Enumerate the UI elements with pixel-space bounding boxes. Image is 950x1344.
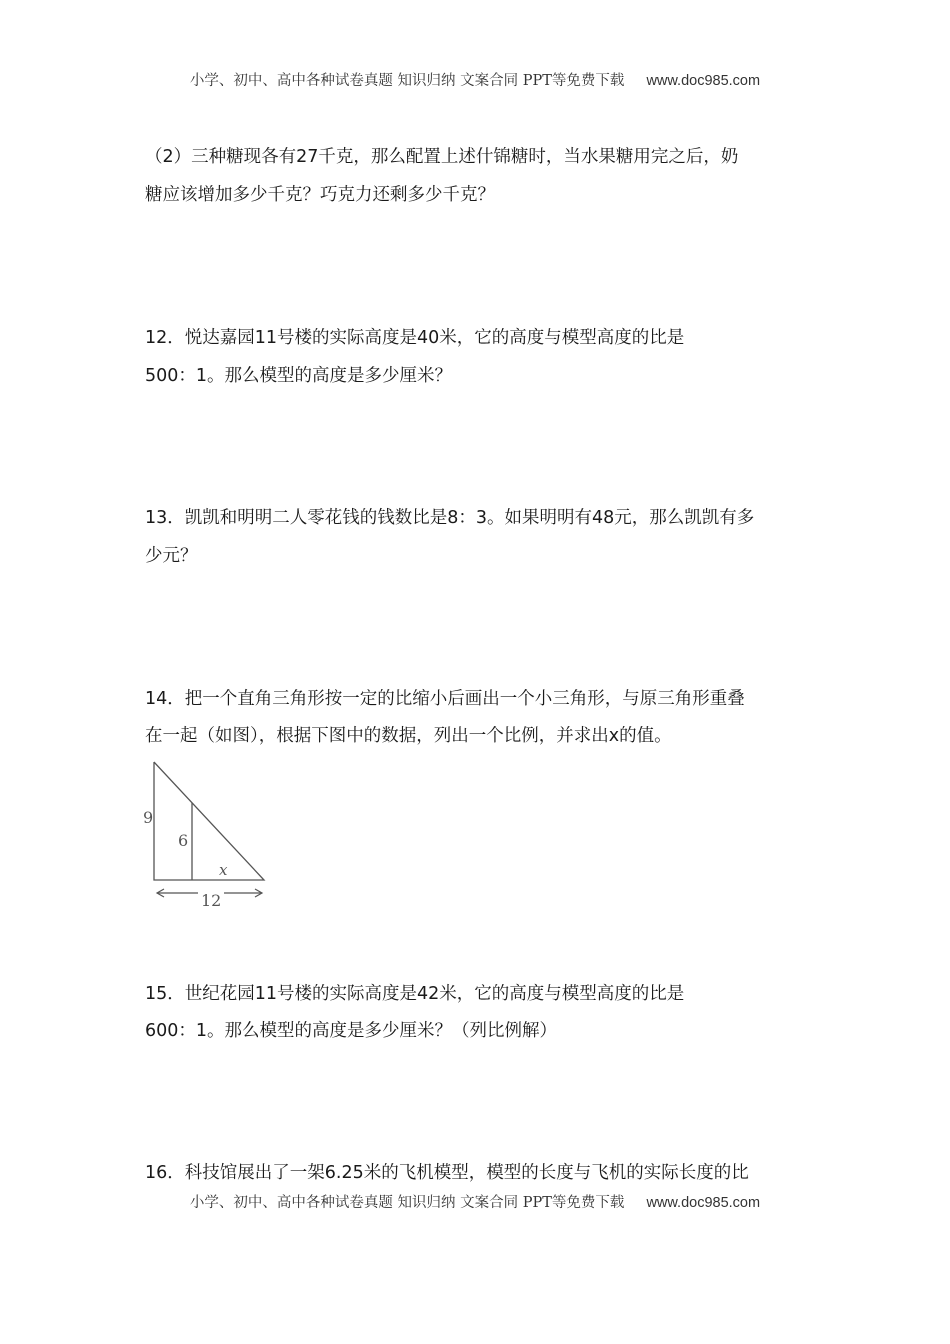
question-14-line2: 在一起（如图），根据下图中的数据，列出一个比例，并求出x的值。 bbox=[145, 726, 672, 746]
question-12-line2: 500：1。那么模型的高度是多少厘米？ bbox=[145, 366, 453, 386]
page-footer bbox=[0, 1191, 950, 1212]
big-triangle bbox=[154, 762, 264, 880]
footer-text: 小学、初中、高中各种试卷真题 知识归纳 文案合同 PPT等免费下载 bbox=[189, 1195, 625, 1211]
label-small-height: 6 bbox=[178, 831, 189, 850]
question-12-line1: 12．悦达嘉园11号楼的实际高度是40米，它的高度与模型高度的比是 bbox=[145, 328, 685, 348]
question-14-line1: 14．把一个直角三角形按一定的比缩小后画出一个小三角形，与原三角形重叠 bbox=[145, 689, 745, 709]
label-base: 12 bbox=[201, 891, 222, 910]
header-text: 小学、初中、高中各种试卷真题 知识归纳 文案合同 PPT等免费下载 bbox=[189, 73, 625, 89]
question-11-part2-line2: 糖应该增加多少千克？巧克力还剩多少千克？ bbox=[145, 185, 495, 205]
question-11-part2-line1: （2）三种糖现各有27千克，那么配置上述什锦糖时，当水果糖用完之后，奶 bbox=[145, 147, 739, 167]
page-header bbox=[0, 69, 950, 90]
header-site-link[interactable]: www.doc985.com bbox=[646, 73, 761, 89]
triangle-diagram bbox=[140, 755, 275, 915]
question-16-line1: 16．科技馆展出了一架6.25米的飞机模型，模型的长度与飞机的实际长度的比 bbox=[145, 1163, 749, 1183]
label-big-height: 9 bbox=[143, 808, 154, 827]
question-13-line2: 少元？ bbox=[145, 546, 198, 566]
question-13-line1: 13．凯凯和明明二人零花钱的钱数比是8：3。如果明明有48元，那么凯凯有多 bbox=[145, 508, 755, 528]
question-15-line2: 600：1。那么模型的高度是多少厘米？（列比例解） bbox=[145, 1021, 558, 1041]
triangle-figure bbox=[140, 755, 275, 915]
footer-site-link[interactable]: www.doc985.com bbox=[646, 1195, 761, 1211]
question-15-line1: 15．世纪花园11号楼的实际高度是42米，它的高度与模型高度的比是 bbox=[145, 984, 685, 1004]
label-x: x bbox=[219, 861, 228, 879]
